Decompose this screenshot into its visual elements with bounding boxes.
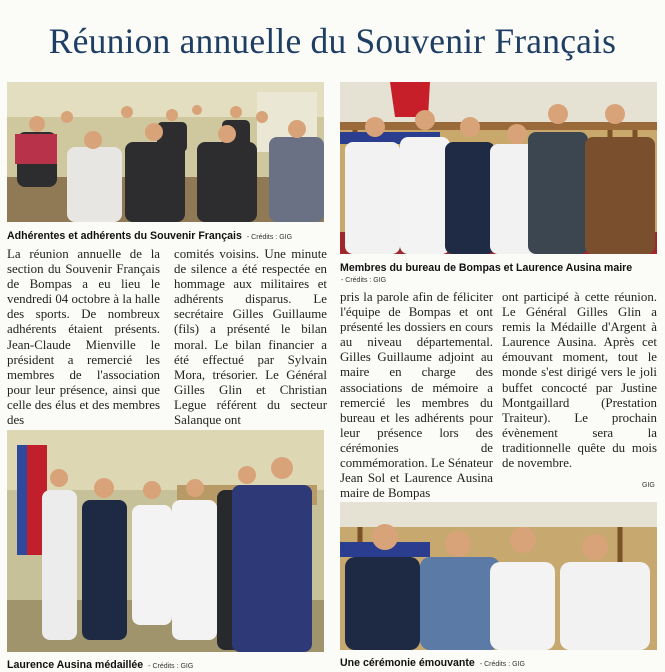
article-column-4: ont participé à cette réunion. Le Général Gilles Glin a remis la Médaille d'Argent à Laurence Ausina. Après cet émouvant moment, tout le monde s'est dirigé vers le joli buffet concocté par Justine Montgaillard (Prestation Traiteur). Le prochain évènement sera la traditionnelle quête du mois de novembre. [502,290,657,471]
photo-medal-image [7,430,324,652]
photo-ceremony-caption: Une cérémonie émouvante - Crédits : GIG [340,657,525,669]
photo-audience-credit: - Crédits : GIG [246,234,293,241]
author-signature: GIG [642,482,655,489]
photo-bureau-image [340,82,657,254]
photo-audience [7,82,324,222]
photo-audience-image [7,82,324,222]
photo-bureau [340,82,657,254]
article-column-3: pris la parole afin de féliciter l'équipe de Bompas et ont présenté les dossiers en cours au niveau départemental. Gilles Guillaume adjoint au maire en charge des associations de mémoire a remercié les membres du bureau et les adhérents pour leur présence lors des cérémonies de commémoration. Le Sénateur Jean Sol et Laurence Ausina maire de Bompas [340,290,493,501]
photo-medal-caption: Laurence Ausina médaillée - Crédits : GIG [7,659,194,671]
photo-ceremony-credit: - Crédits : GIG [479,661,525,668]
photo-medal-credit: - Crédits : GIG [148,663,194,670]
photo-ceremony [340,502,657,650]
photo-ceremony-image [340,502,657,650]
article-column-2: comités voisins. Une minute de silence a été respectée en hommage aux militaires et adhérents disparus. Le secrétaire Gilles Guillaume (fils) a présenté le bilan moral. Le bilan financier a été effectué par Sylvain Mora, trésorier. Le Général Gilles Glin et Christian Legue référent du secteur Salanque ont [174,247,327,428]
photo-audience-caption: Adhérentes et adhérents du Souvenir Français - Crédits : GIG [7,230,293,242]
photo-bureau-caption: Membres du bureau de Bompas et Laurence Ausina maire [340,262,633,274]
photo-bureau-credit: - Crédits : GIG [341,277,387,284]
photo-medal [7,430,324,652]
article-column-1: La réunion annuelle de la section du Souvenir Français de Bompas a eu lieu le vendredi 04 octobre à la halle des sports. De nombreux adhérents étaient présents. Jean-Claude Mienville le président a remercié les membres de l'association pour leur présence, ainsi que celle des élus et des membres des [7,247,160,428]
headline: Réunion annuelle du Souvenir Français [48,21,617,61]
